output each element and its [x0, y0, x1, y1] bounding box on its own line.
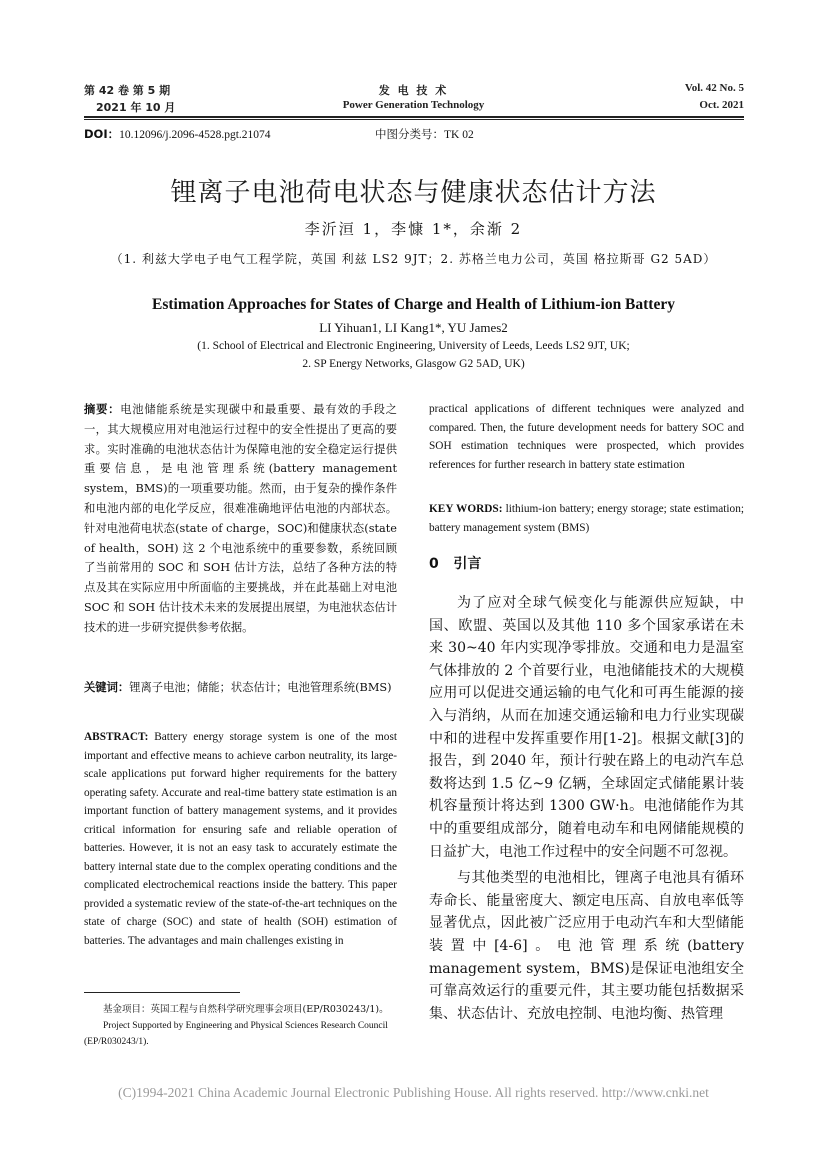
- section-heading-intro: [429, 553, 481, 573]
- keywords-en-text: lithium-ion battery; energy storage; state estimation; battery management system (BMS): [429, 503, 744, 534]
- intro-paragraph-2: 与其他类型的电池相比，锂离子电池具有循环寿命长、能量密度大、额定电压高、自放电率低等显著优点，因此被广泛应用于电动汽车和大型储能装置中[4-6]。电池管理系统(battery management system，BMS)是保证电池组安全可靠高效运行的重要元件，其主要功能包括数据采集、状态估计、充放电控制、电池均衡、热管理: [429, 870, 744, 1022]
- keywords-cn-label: 关键词：: [84, 681, 130, 694]
- abstract-cn-text: 电池储能系统是实现碳中和最重要、最有效的手段之一，其大规模应用对电池运行过程中的安全性提出了更高的要求。实时准确的电池状态估计为保障电池的安全稳定运行提供重要信息，是电池管理系统(battery management system，BMS)的一项重要功能。然而，由于复杂的操作条件和电池内部的电化学反应，很难准确地评估电池的内部状态。针对电池荷电状态(state of charge，SOC)和健康状态(state of health，SOH) 这 2 个电池系统中的重要参数，系统回顾了当前常用的 SOC 和 SOH 估计方法，总结了各种方法的特点及其在实际应用中所面临的主要挑战，并在此基础上对电池 SOC 和 SOH 估计技术未来的发展提出展望，为电池状态估计技术的进一步研究提供参考依据。: [84, 403, 397, 634]
- affiliation-en-line2: 2. SP Energy Networks, Glasgow G2 5AD, UK): [302, 358, 525, 370]
- footnote-en: Project Supported by Engineering and Physical Sciences Research Council (EP/R030243/1).: [84, 1021, 388, 1047]
- journal-volume-en: Vol. 42 No. 5: [684, 82, 744, 94]
- journal-name-en: Power Generation Technology: [342, 99, 485, 111]
- keywords-cn: [84, 678, 397, 698]
- abstract-en-right: [429, 400, 744, 474]
- doi-label: DOI：: [84, 127, 120, 141]
- clc-line: [375, 126, 474, 142]
- title-cn: 锂离子电池荷电状态与健康状态估计方法: [170, 178, 657, 208]
- abstract-cn-label: 摘要：: [84, 403, 121, 416]
- journal-date-en: Oct. 2021: [699, 99, 744, 111]
- copyright-footer: (C)1994-2021 China Academic Journal Electronic Publishing House. All rights reserved. http://www.cnki.net: [118, 1085, 709, 1100]
- title-en: Estimation Approaches for States of Charge and Health of Lithium-ion Battery: [152, 296, 675, 313]
- affiliation-cn: （1. 利兹大学电子电气工程学院，英国 利兹 LS2 9JT；2. 苏格兰电力公司，英国 格拉斯哥 G2 5AD）: [110, 252, 717, 266]
- intro-body: [429, 592, 744, 1025]
- footnote-rule: [84, 992, 240, 993]
- abstract-en-text-right: practical applications of different techniques were analyzed and compared. Then, the future development needs for battery SOC and SOH estimation techniques were prospected, which provides references for further research in battery state estimation: [429, 403, 744, 471]
- section-title: 引言: [453, 556, 482, 572]
- section-number: 0: [429, 556, 439, 572]
- journal-name-cn: 发 电 技 术: [378, 84, 449, 97]
- abstract-en-left: [84, 728, 397, 950]
- keywords-en-label: KEY WORDS:: [429, 503, 503, 515]
- intro-paragraph-1: 为了应对全球气候变化与能源供应短缺，中国、欧盟、英国以及其他 110 多个国家承诺在未来 30~40 年内实现净零排放。交通和电力是温室气体排放的 2 个首要行业，电池储能技术的大规模应用可以促进交通运输的电气化和可再生能源的接入与消纳，从而在加速交通运输和电力行业实现碳中和的进程中发挥重要作用[1-2]。根据文献[3]的报告，到 2040 年，预计行驶在路上的电动汽车总数将达到 1.5 亿~9 亿辆，全球固定式储能累计装机容量预计将达到 1300 GW·h。电池储能作为其中的重要组成部分，随着电动车和电网储能规模的日益扩大，电池工作过程中的安全问题不可忽视。: [429, 595, 744, 860]
- clc-label: 中图分类号：: [375, 127, 444, 141]
- footnote: [84, 1002, 397, 1050]
- authors-en: LI Yihuan1, LI Kang1*, YU James2: [319, 320, 508, 335]
- header-rule-thick: [84, 116, 744, 118]
- abstract-en-label: ABSTRACT:: [84, 731, 149, 743]
- abstract-cn: [84, 400, 397, 638]
- footnote-cn: 基金项目：英国工程与自然科学研究理事会项目(EP/R030243/1)。: [103, 1004, 389, 1015]
- doi-value: 10.12096/j.2096-4528.pgt.21074: [119, 129, 271, 141]
- keywords-en: [429, 500, 744, 537]
- header-rule-thin: [84, 119, 744, 120]
- keywords-cn-text: 锂离子电池；储能；状态估计；电池管理系统(BMS): [129, 681, 392, 694]
- abstract-en-text-left: Battery energy storage system is one of the most important and effective means to achieve carbon neutrality, its large-scale applications put forward higher requirements for the battery operating safety. Accurate and real-time battery state estimation is an important function of battery management systems, and it provides critical information for ensuring safe and reliable operation of batteries. However, it is not an easy task to accurately estimate the battery internal state due to the complex operating conditions and the complicated electrochemical reactions inside the battery. This paper provided a systematic review of the state-of-the-art techniques on the state of charge (SOC) and state of health (SOH) estimation of batteries. The advantages and main challenges existing in: [84, 731, 397, 947]
- doi-line: [84, 126, 271, 142]
- clc-value: TK 02: [444, 129, 474, 141]
- authors-cn: 李沂洹 1，李慷 1*，余渐 2: [304, 220, 523, 238]
- affiliation-en-line1: (1. School of Electrical and Electronic Engineering, University of Leeds, Leeds LS2 9JT, UK;: [197, 340, 630, 352]
- journal-date: 2021 年 10 月: [96, 101, 176, 114]
- journal-volume: 第 42 卷 第 5 期: [84, 84, 171, 97]
